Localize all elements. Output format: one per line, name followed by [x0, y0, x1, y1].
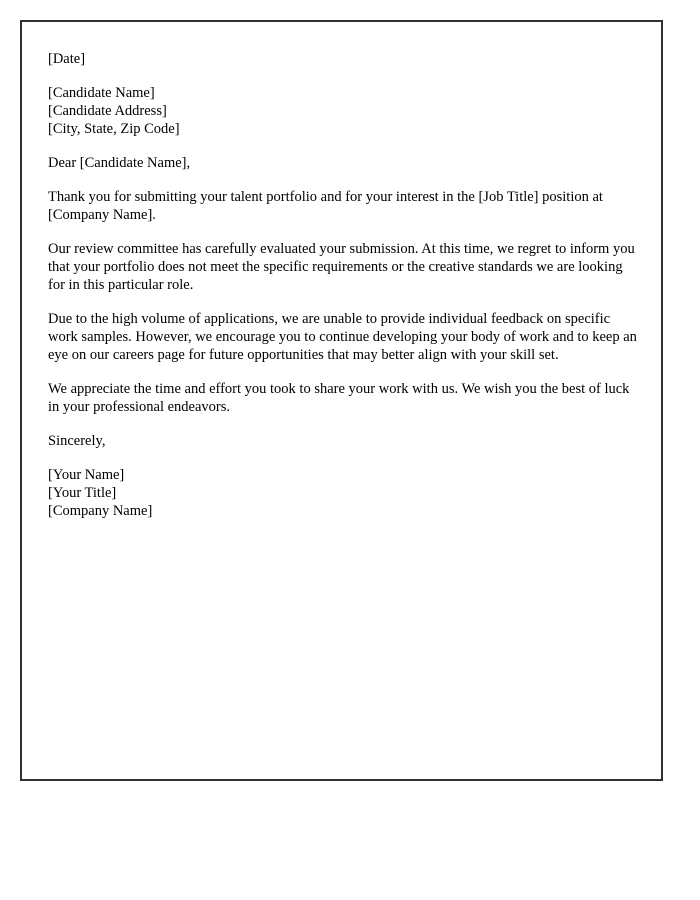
body-paragraph-well-wishes: We appreciate the time and effort you took to share your work with us. We wish you the best of luck in your professional endeavors.	[48, 381, 630, 415]
date-placeholder: [Date]	[48, 51, 86, 67]
recipient-address: [Candidate Address]	[48, 103, 167, 119]
body-paragraph-feedback-policy: Due to the high volume of applications, we are unable to provide individual feedback on specific work samples. However, we encourage you to continue developing your body of work and to keep an eye on our careers page for future opportunities that may better align with your skill set.	[48, 311, 637, 363]
recipient-city-state-zip: [City, State, Zip Code]	[48, 121, 180, 137]
salutation-text: Dear [Candidate Name],	[48, 155, 191, 171]
recipient-address-block	[48, 84, 637, 138]
closing	[48, 432, 637, 450]
closing-text: Sincerely,	[48, 433, 106, 449]
salutation	[48, 154, 637, 172]
recipient-name: [Candidate Name]	[48, 85, 155, 101]
signature-name: [Your Name]	[48, 467, 125, 483]
body-paragraph-thank-you: Thank you for submitting your talent portfolio and for your interest in the [Job Title] position at [Company Name].	[48, 189, 603, 223]
signature-company: [Company Name]	[48, 503, 153, 519]
signature-block	[48, 466, 637, 520]
body-paragraph-rejection: Our review committee has carefully evaluated your submission. At this time, we regret to inform you that your portfolio does not meet the specific requirements or the creative standards we are looking for in this particular role.	[48, 241, 635, 293]
letter-date	[48, 50, 637, 68]
signature-title: [Your Title]	[48, 485, 117, 501]
letter-page	[20, 20, 663, 781]
